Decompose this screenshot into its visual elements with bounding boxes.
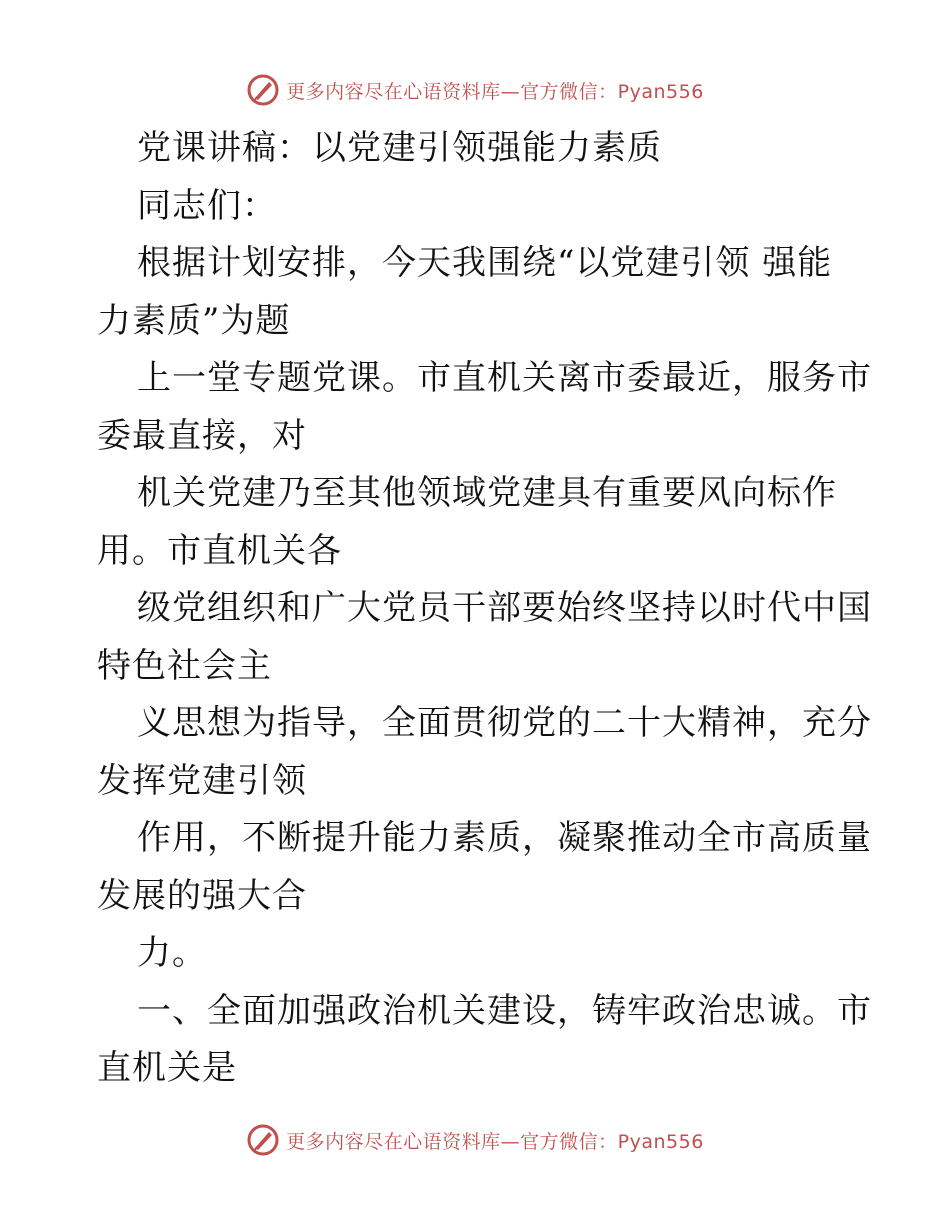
text-line: 委最直接，对 [97,415,307,456]
footer-banner [0,1120,950,1160]
text-line: 作用，不断提升能力素质，凝聚推动全市高质量 [137,818,872,858]
header-banner [0,70,950,110]
text-line: 直机关是 [97,1048,237,1088]
text-line: 上一堂专题党课。市直机关离市委最近，服务市 [137,358,872,398]
text-line: 特色社会主 [97,645,272,686]
footer-banner-text: 更多内容尽在心语资料库—官方微信：Pyan556 [286,1130,704,1153]
text-line: 根据计划安排，今天我围绕“以党建引领 强能 [137,243,833,283]
text-line: 力。 [137,933,207,973]
text-line: 发展的强大合 [97,875,307,916]
quill-seal-icon [246,1123,280,1157]
text-line: 同志们： [137,185,277,226]
text-line: 用。市直机关各 [97,530,342,571]
text-line: 机关党建乃至其他领域党建具有重要风向标作 [137,473,837,513]
quill-seal-icon [246,73,280,107]
text-line: 一、全面加强政治机关建设，铸牢政治忠诚。市 [137,990,872,1031]
text-line: 级党组织和广大党员干部要始终坚持以时代中国 [137,588,872,628]
header-banner-text: 更多内容尽在心语资料库—官方微信：Pyan556 [286,80,704,103]
text-line: 发挥党建引领 [97,760,307,801]
text-line: 义思想为指导，全面贯彻党的二十大精神，充分 [137,703,872,743]
document-body [97,120,872,1098]
text-line: 党课讲稿：以党建引领强能力素质 [137,128,662,168]
text-line: 力素质”为题 [97,300,291,341]
